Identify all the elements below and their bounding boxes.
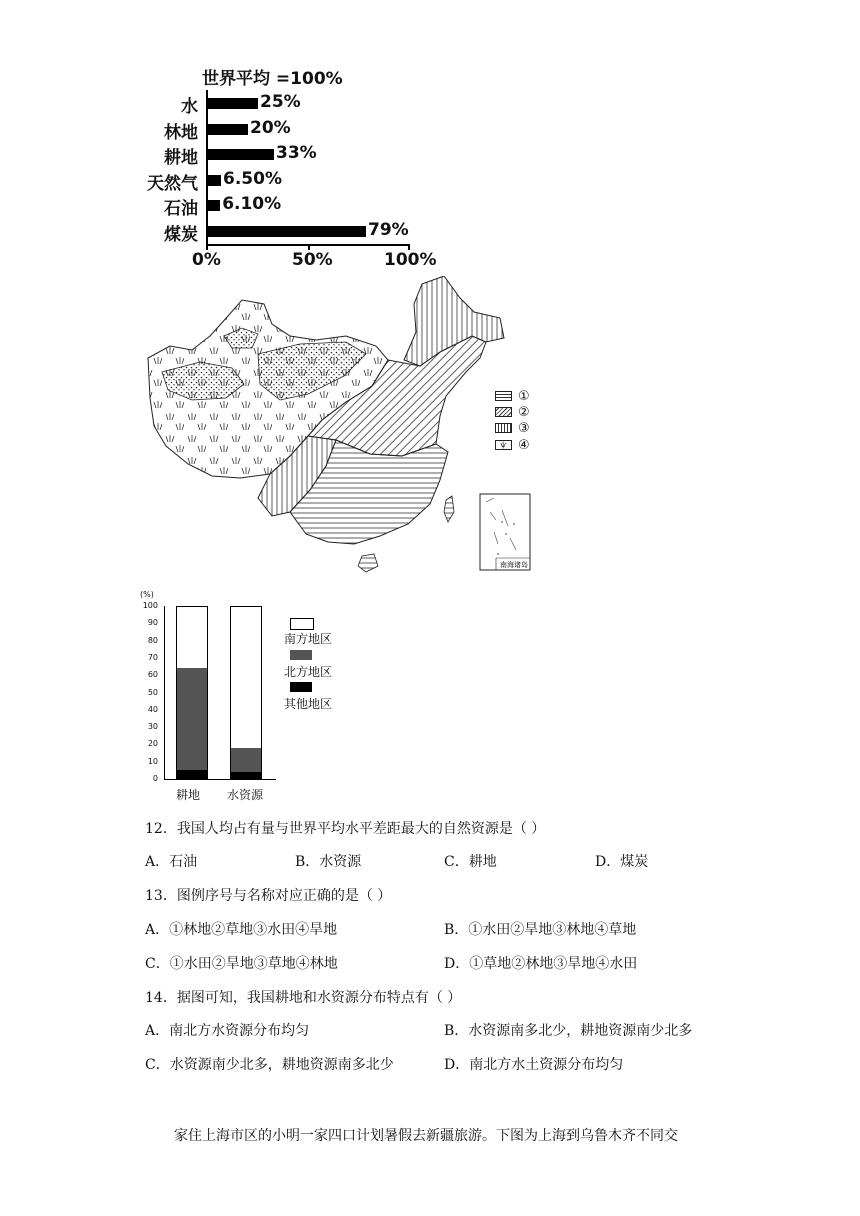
y-tick-label: 60 — [147, 670, 158, 680]
legend-item-2 — [495, 405, 530, 419]
category-label: 天然气 — [147, 173, 198, 194]
legend-item-4 — [495, 438, 530, 452]
x-tick-label: 100% — [384, 250, 437, 270]
y-tick-label: 90 — [147, 618, 158, 628]
land-water-distribution-chart — [140, 590, 370, 802]
legend-label-other: 其他地区 — [284, 697, 333, 711]
question-12-stem: 12．我国人均占有量与世界平均水平差距最大的自然资源是（ ） — [145, 821, 546, 837]
legend-label: ① — [518, 388, 530, 404]
legend-label-south: 南方地区 — [284, 632, 333, 646]
stacked-bar-segment — [176, 606, 208, 668]
legend-swatch-north — [290, 650, 312, 660]
x-tick-label: 50% — [292, 250, 333, 270]
passage-text: 家住上海市区的小明一家四口计划暑假去新疆旅游。下图为上海到乌鲁木齐不同交 — [174, 1128, 678, 1144]
taiwan-island — [444, 496, 454, 522]
bar — [208, 98, 258, 109]
stacked-bar-segment — [230, 772, 262, 779]
category-label: 煤炭 — [164, 224, 198, 245]
legend-swatch-vertical — [495, 423, 512, 433]
question-13-option-d[interactable]: D．①草地②林地③旱地④水田 — [444, 956, 638, 972]
chart2-y-axis — [164, 606, 165, 780]
question-14-option-b[interactable]: B．水资源南多北少，耕地资源南少北多 — [444, 1023, 693, 1039]
y-axis-unit: (%) — [140, 590, 154, 599]
bar — [208, 124, 248, 135]
y-tick-label: 40 — [147, 704, 158, 714]
question-13-stem: 13．图例序号与名称对应正确的是（ ） — [145, 888, 392, 904]
y-tick-label: 80 — [147, 635, 158, 645]
y-tick-label: 30 — [147, 722, 158, 732]
y-tick-label: 50 — [147, 687, 158, 697]
bar — [208, 200, 220, 211]
question-14-stem: 14．据图可知，我国耕地和水资源分布特点有（ ） — [145, 990, 462, 1006]
bar-value-label: 6.10% — [222, 194, 282, 214]
y-tick-label: 100 — [142, 601, 158, 610]
question-13-option-a[interactable]: A．①林地②草地③水田④旱地 — [145, 922, 338, 938]
stacked-bar-segment — [176, 668, 208, 770]
south-sea-inset — [480, 494, 530, 570]
bar-value-label: 6.50% — [223, 168, 282, 189]
question-12-option-c[interactable]: C．耕地 — [444, 854, 497, 870]
china-land-use-map — [140, 276, 540, 576]
question-12-option-d[interactable]: D．煤炭 — [595, 854, 649, 870]
stacked-bar-segment — [176, 770, 208, 779]
bar-value-label: 33% — [276, 143, 317, 163]
chart2-x-axis — [164, 779, 276, 780]
map-svg — [140, 276, 540, 576]
bar-value-label: 79% — [368, 219, 409, 240]
bar — [208, 149, 274, 160]
bar-value-label: 20% — [250, 117, 291, 138]
bar — [208, 226, 366, 237]
legend-item-1 — [495, 389, 530, 403]
chart-y-axis — [206, 90, 208, 246]
question-12-option-a[interactable]: A．石油 — [145, 854, 198, 870]
question-14-option-a[interactable]: A．南北方水资源分布均匀 — [145, 1023, 310, 1039]
legend-label: ④ — [518, 437, 530, 453]
y-tick-label: 10 — [147, 756, 158, 766]
stacked-bar-segment — [230, 606, 262, 748]
legend-swatch-south — [290, 618, 314, 630]
legend-label-north: 北方地区 — [284, 665, 333, 679]
legend-swatch-grass: ѱ — [495, 440, 512, 450]
legend-label: ③ — [518, 420, 530, 436]
y-tick-label: 0 — [152, 774, 158, 783]
x-tick-label: 0% — [192, 250, 221, 270]
question-14-option-d[interactable]: D．南北方水土资源分布均匀 — [444, 1057, 624, 1073]
category-label: 石油 — [164, 199, 198, 219]
legend-swatch-diagonal — [495, 407, 512, 417]
category-label: 水 — [181, 97, 198, 117]
y-tick-label: 70 — [147, 652, 158, 662]
hainan-island — [358, 554, 378, 572]
category-label: 林地 — [164, 122, 198, 143]
x-category-label: 耕地 — [176, 788, 201, 802]
stacked-bar-segment — [230, 748, 262, 772]
question-13-option-c[interactable]: C．①水田②旱地③草地④林地 — [145, 956, 338, 972]
question-14-option-c[interactable]: C．水资源南少北多，耕地资源南多北少 — [145, 1057, 394, 1073]
inset-label: 南海诸岛 — [500, 561, 528, 569]
legend-item-3 — [495, 421, 530, 435]
chart-title: 世界平均 =100% — [202, 69, 343, 89]
legend-label: ② — [518, 404, 530, 420]
legend-swatch-horizontal — [495, 391, 512, 401]
question-13-option-b[interactable]: B．①水田②旱地③林地④草地 — [444, 922, 637, 938]
bar-value-label: 25% — [260, 92, 301, 112]
y-tick-label: 20 — [147, 739, 158, 749]
question-12-option-b[interactable]: B．水资源 — [295, 854, 362, 870]
category-label: 耕地 — [164, 148, 198, 168]
legend-swatch-other — [290, 682, 312, 692]
per-capita-resource-chart — [140, 58, 460, 273]
bar — [208, 175, 221, 186]
x-category-label: 水资源 — [227, 788, 264, 802]
